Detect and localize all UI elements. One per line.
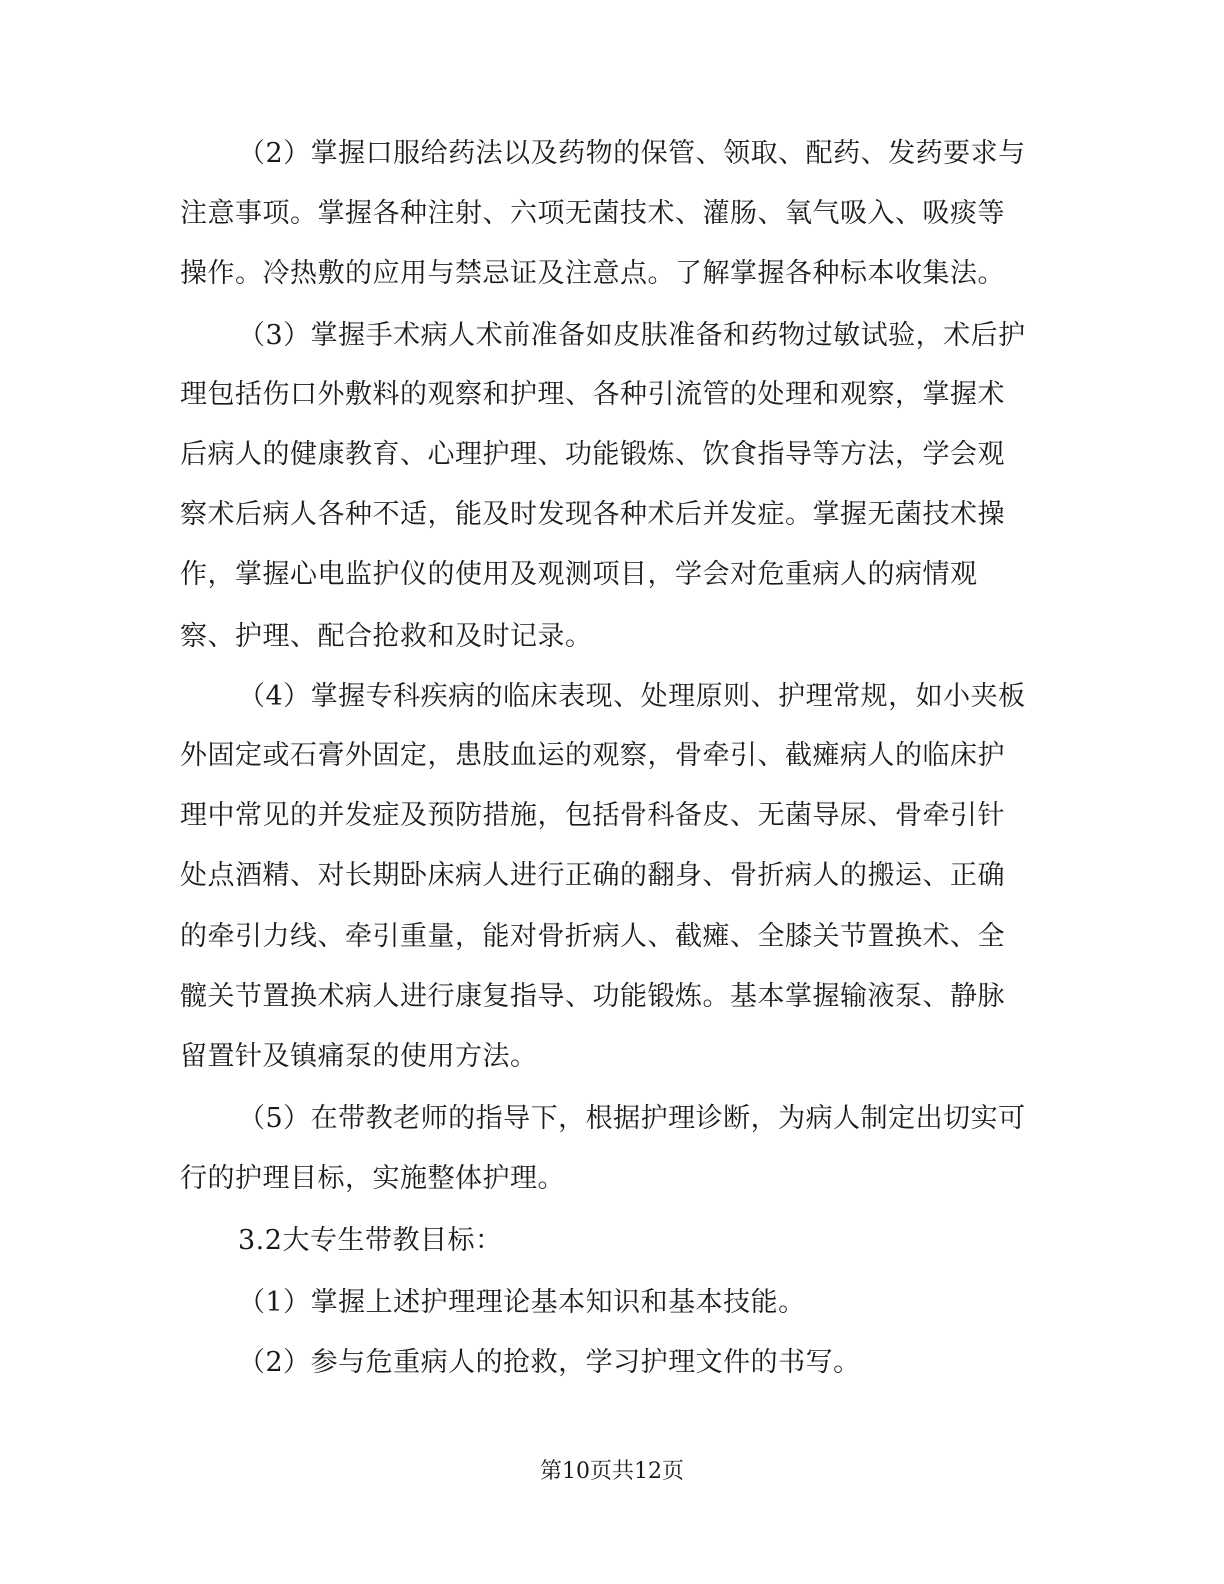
- paragraph-line: 行的护理目标，实施整体护理。: [180, 1163, 565, 1194]
- paragraph-line: （4）掌握专科疾病的临床表现、处理原则、护理常规，如小夹板: [238, 681, 1026, 712]
- paragraph-line: （1）掌握上述护理理论基本知识和基本技能。: [238, 1287, 806, 1318]
- paragraph-line: （3）掌握手术病人术前准备如皮肤准备和药物过敏试验，术后护: [238, 320, 1026, 351]
- paragraph-line: 留置针及镇痛泵的使用方法。: [180, 1041, 538, 1072]
- paragraph-line: 的牵引力线、牵引重量，能对骨折病人、截瘫、全膝关节置换术、全: [180, 921, 1005, 952]
- paragraph-line: 作，掌握心电监护仪的使用及观测项目，学会对危重病人的病情观: [180, 559, 978, 590]
- paragraph-line: 操作。冷热敷的应用与禁忌证及注意点。了解掌握各种标本收集法。: [180, 258, 1005, 289]
- paragraph-line: 髋关节置换术病人进行康复指导、功能锻炼。基本掌握输液泵、静脉: [180, 981, 1005, 1012]
- paragraph-line: 理中常见的并发症及预防措施，包括骨科备皮、无菌导尿、骨牵引针: [180, 800, 1005, 831]
- paragraph-line: （5）在带教老师的指导下，根据护理诊断，为病人制定出切实可: [238, 1103, 1026, 1134]
- paragraph-line: 处点酒精、对长期卧床病人进行正确的翻身、骨折病人的搬运、正确: [180, 860, 1005, 891]
- paragraph-line: 理包括伤口外敷料的观察和护理、各种引流管的处理和观察，掌握术: [180, 379, 1005, 410]
- paragraph-line: 外固定或石膏外固定，患肢血运的观察，骨牵引、截瘫病人的临床护: [180, 740, 1005, 771]
- section-heading: 3.2大专生带教目标：: [238, 1225, 503, 1256]
- paragraph-line: 注意事项。掌握各种注射、六项无菌技术、灌肠、氧气吸入、吸痰等: [180, 198, 1005, 229]
- page-number-footer: 第10页共12页: [540, 1459, 684, 1484]
- paragraph-line: 察、护理、配合抢救和及时记录。: [180, 621, 593, 652]
- paragraph-line: （2）参与危重病人的抢救，学习护理文件的书写。: [238, 1347, 861, 1378]
- paragraph-line: （2）掌握口服给药法以及药物的保管、领取、配药、发药要求与: [238, 138, 1026, 169]
- paragraph-line: 后病人的健康教育、心理护理、功能锻炼、饮食指导等方法，学会观: [180, 439, 1005, 470]
- paragraph-line: 察术后病人各种不适，能及时发现各种术后并发症。掌握无菌技术操: [180, 499, 1005, 530]
